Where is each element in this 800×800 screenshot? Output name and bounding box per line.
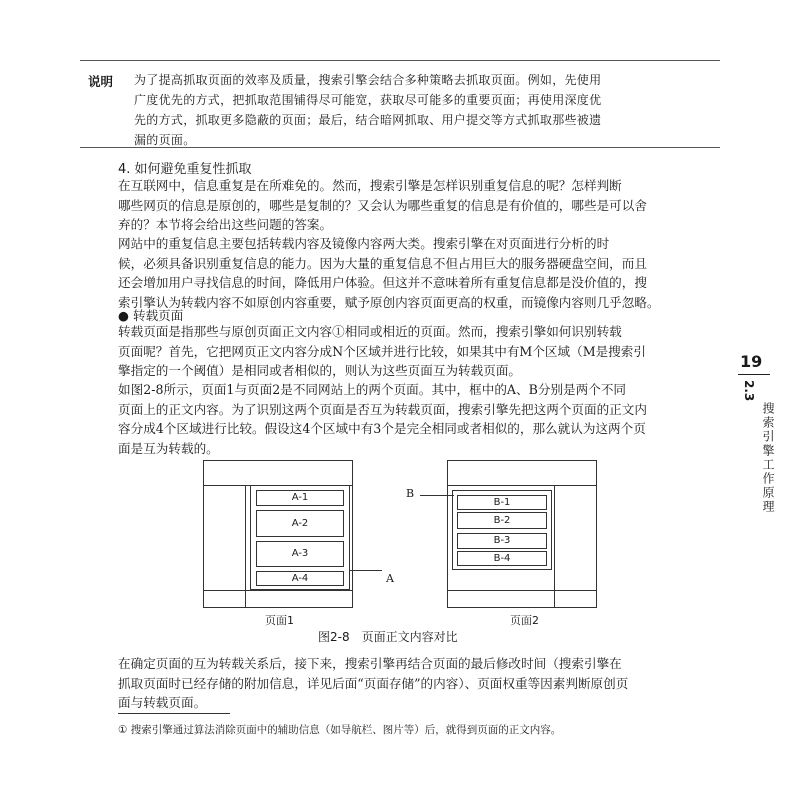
tag-a: A — [386, 572, 394, 585]
tag-b-pointer — [420, 495, 454, 496]
note-line: 漏的页面。 — [134, 133, 196, 147]
content-block-a2 — [256, 510, 344, 537]
para-line: 索引擎认为转载内容不如原创内容重要，赋予原创内容页面更高的权重，而镜像内容则几乎忽略。 — [118, 294, 660, 310]
section-heading: 4. 如何避免重复性抓取 — [118, 162, 252, 177]
block-label: B-1 — [493, 497, 511, 508]
sidebar-section-number: 2.3 — [742, 380, 756, 402]
page-number: 19 — [740, 352, 763, 371]
para-line: 在确定页面的互为转载关系后，接下来，搜索引擎再结合页面的最后修改时间（搜索引擎在 — [118, 656, 622, 671]
para-line: 还会增加用户寻找信息的时间，降低用户体验。但这并不意味着所有重复信息都是没价值的，搜 — [118, 275, 647, 290]
para-line: 抓取页面时已经存储的附加信息，详见后面“页面存储”的内容）、页面权重等因素判断原创页 — [118, 675, 629, 691]
note-body — [134, 70, 714, 150]
top-rule — [80, 60, 720, 61]
para-line: 页面上的正文内容。为了识别这两个页面是否互为转载页面，搜索引擎先把这两个页面的正文内 — [118, 401, 647, 417]
tag-b: B — [406, 487, 415, 500]
page2-left-column-line — [447, 485, 448, 608]
block-label: B-2 — [493, 515, 511, 526]
para-line: 弃的？本节将会给出这些问题的答案。 — [118, 217, 333, 232]
para-line: 候，必须具备识别重复信息的能力。因为大量的重复信息不但占用巨大的服务器硬盘空间，而且 — [118, 255, 647, 271]
para-line: 页面呢？首先，它把网页正文内容分成N个区域并进行比较，如果其中有M个区域（M是搜索引 — [118, 343, 646, 359]
sidebar-rule — [738, 374, 770, 375]
content-block-a1 — [256, 490, 344, 506]
footnote: ① 搜索引擎通过算法消除页面中的辅助信息（如导航栏、图片等）后，就得到页面的正文内容。 — [118, 724, 562, 736]
content-block-b3 — [457, 533, 547, 549]
page2-right-column-line — [554, 485, 555, 608]
note-line: 广度优先的方式，把抓取范围铺得尽可能宽，获取尽可能多的重要页面；再使用深度优 — [134, 93, 602, 107]
content-block-b1 — [457, 495, 547, 510]
tag-a-pointer — [350, 570, 382, 571]
block-label: A-3 — [291, 548, 309, 559]
block-label: B-4 — [493, 553, 511, 564]
paragraph-2 — [118, 234, 716, 312]
block-label: A-4 — [291, 573, 309, 584]
page1-left-column-line — [245, 485, 246, 608]
para-line: 转载页面是指那些与原创页面正文内容①相同或相近的页面。然而，搜索引擎如何识别转载 — [118, 324, 622, 339]
note-line: 先的方式，抓取更多隐蔽的页面；最后，结合暗网抓取、用户提交等方式抓取那些被遗 — [134, 113, 602, 127]
sidebar-title: 搜索引擎工作原理 — [761, 402, 775, 514]
page1-bottom-divider — [203, 590, 353, 591]
note-line: 为了提高抓取页面的效率及质量，搜索引擎会结合多种策略去抓取页面。例如，先使用 — [134, 73, 602, 87]
content-block-b4 — [457, 551, 547, 566]
para-line: 如图2-8所示，页面1与页面2是不同网站上的两个页面。其中，框中的A、B分别是两个不同 — [118, 382, 627, 397]
page1-label: 页面1 — [265, 614, 294, 627]
para-line: 擎指定的一个阈值）是相同或者相似的，则认为这些页面互为转载页面。 — [118, 363, 521, 378]
para-line: 哪些网页的信息是原创的，哪些是复制的？又会认为哪些重复的信息是有价值的，哪些是可以舍 — [118, 197, 647, 213]
page2-bottom-divider — [447, 590, 597, 591]
paragraph-1 — [118, 176, 716, 235]
paragraph-4 — [118, 380, 716, 458]
para-line: 面是互为转载的。 — [118, 440, 219, 456]
para-line: 网站中的重复信息主要包括转载内容及镜像内容两大类。搜索引擎在对页面进行分析的时 — [118, 236, 610, 251]
page2-label: 页面2 — [510, 614, 539, 627]
block-label: B-3 — [493, 535, 511, 546]
para-line: 面与转载页面。 — [118, 695, 207, 710]
bullet-heading: ● 转载页面 — [118, 308, 184, 323]
block-label: A-2 — [291, 518, 309, 529]
paragraph-5 — [118, 654, 716, 713]
page2-top-divider — [447, 485, 597, 486]
note-bottom-rule — [80, 147, 720, 148]
content-block-b2 — [457, 512, 547, 529]
content-block-a4 — [256, 571, 344, 586]
para-line: 容分成4个区域进行比较。假设这4个区域中有3个是完全相同或者相似的，那么就认为这两个页 — [118, 421, 646, 436]
note-label: 说明 — [88, 74, 114, 89]
para-line: 在互联网中，信息重复是在所难免的。然而，搜索引擎是怎样识别重复信息的呢？怎样判断 — [118, 178, 622, 193]
content-block-a3 — [256, 541, 344, 567]
block-label: A-1 — [291, 492, 309, 503]
figure-caption: 图2-8 页面正文内容对比 — [318, 630, 458, 644]
paragraph-3 — [118, 322, 716, 381]
footnote-rule — [118, 713, 230, 714]
page1-right-column-line — [352, 485, 353, 608]
